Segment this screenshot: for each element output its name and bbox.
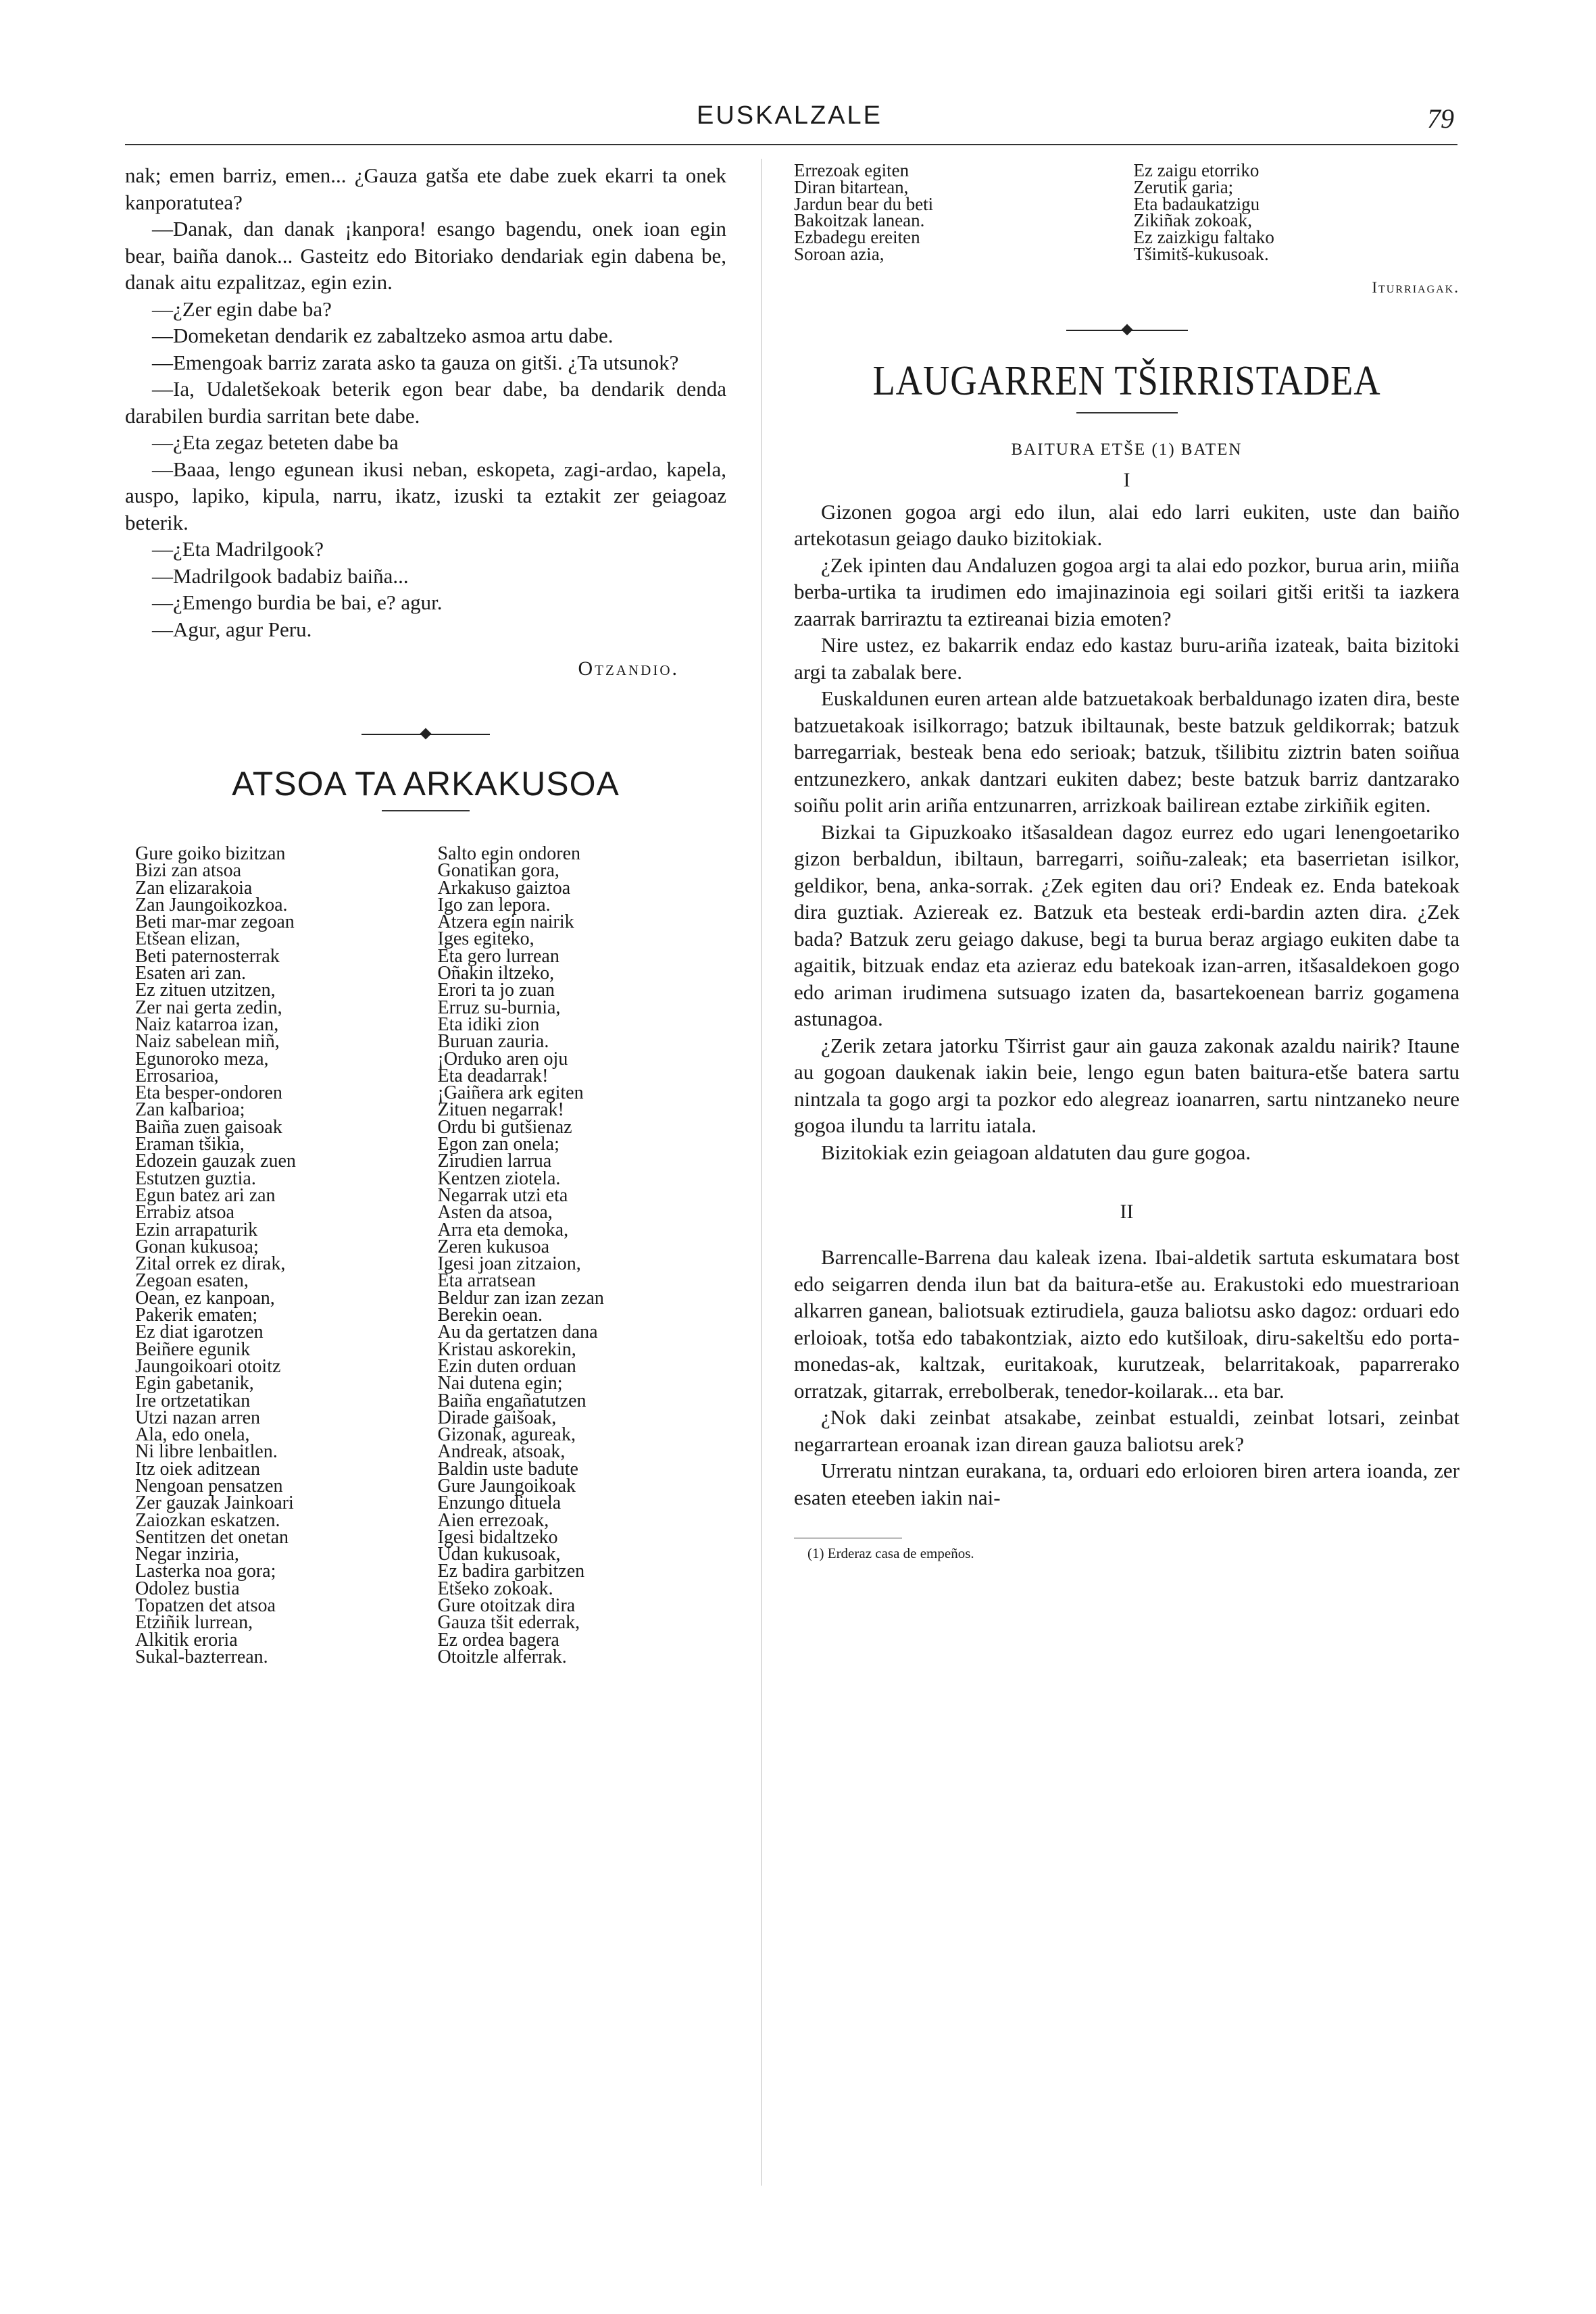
footnote: (1) Erderaz casa de empeños. [807,1545,974,1562]
article-subheading: BAITURA ETŠE (1) BATEN [1011,440,1243,459]
poem-line: Gonan kukusoa; [135,1236,259,1257]
poem-line: Eta arratsean [437,1270,536,1292]
paragraph: —Ia, Udaletšekoak beterik egon bear dabe, ba dendarik denda darabilen burdia sarritan bete dabe. [125,377,726,428]
poem-line: Eta badaukatzigu [1133,193,1260,214]
poem-line: Naiz katarroa izan, [135,1013,279,1035]
poem-line: ¡Gaiñera ark egiten [437,1082,584,1104]
article-heading-atsoa: ATSOA TA ARKAKUSOA [232,765,620,803]
paragraph: Bizitokiak ezin geiagoan aldatuten dau gure gogoa. [821,1140,1251,1164]
poem-line: Zerutik garia; [1133,176,1234,197]
poem-line: Zaiozkan eskatzen. [135,1509,280,1531]
poem-line: Ez badira garbitzen [437,1561,585,1582]
poem-line: Kristau askorekin, [437,1338,576,1360]
poem-line: Topatzen det atsoa [135,1595,276,1617]
poem-line: Atzera egin nairik [437,911,574,933]
section-number-2: II [1120,1201,1134,1224]
poem-line: Ez zaigu etorriko [1133,160,1260,180]
paragraph: —Madrilgook badabiz baiña... [152,563,409,588]
page-header [125,101,1454,142]
heading-rule [1076,412,1178,413]
poem-line: Eta besper-ondoren [135,1082,282,1104]
poem-line: Zan elizarakoia [135,877,253,899]
poem-line: Estutzen guztia. [135,1167,256,1189]
poem-line: Gonatikan gora, [437,860,559,882]
poem-line: Sentitzen det onetan [135,1526,289,1548]
paragraph: —Domeketan dendarik ez zabaltzeko asmoa artu dabe. [152,324,614,347]
poem-line: Zan Jaungoikozkoa. [135,894,288,915]
poem-line: Gauza tšit ederrak, [437,1612,580,1634]
poem-line: Erruz su-burnia, [437,997,561,1018]
poem-line: Egon zan onela; [437,1134,559,1155]
poem-line: Igesi bidaltzeko [437,1526,558,1548]
poem-line: Egin gabetanik, [135,1373,254,1394]
paragraph: Euskaldunen euren artean alde batzuetakoak berbaldunago izaten dira, beste batzuetakoak isilkorrago; batzuk ibiltaunak, beste batzuk geldikorrak; batzuk barregarriak, besteak bena edo serioak; batzuk, tšilibitu ziztrin baten soiñua entzunezkero, ankak dantzari eukiten dabez; beste batzuk barriz dantzarako soiñu polit arin ariña entzunarren, arrizkoak bailirean eztabe zirkiñik egiten. [794,686,1460,818]
poem-line: Sukal-bazterrean. [135,1646,268,1667]
paragraph: —Baaa, lengo egunean ikusi neban, eskopeta, zagi-ardao, kapela, auspo, lapiko, kipula, narru, ikatz, izuski ta eztakit zer geiagoaz beterik. [125,457,726,534]
poem-line: Jaungoikoari otoitz [135,1355,281,1377]
poem-line: Dirade gaišoak, [437,1407,557,1428]
poem-line: Buruan zauria. [437,1031,549,1053]
poem-line: Baldin uste badute [437,1458,578,1480]
poem-line: Arkakuso gaiztoa [437,877,571,899]
poem-line: Zer gauzak Jainkoari [135,1492,294,1514]
poem-line: Naiz sabelean miñ, [135,1031,280,1053]
paragraph: —¿Eta Madrilgook? [152,537,324,561]
poem-line: Gure Jaungoikoak [437,1475,576,1496]
paragraph: —¿Emengo burdia be bai, e? agur. [152,590,443,614]
poem-line: Zegoan esaten, [135,1270,249,1292]
poem-column-2 [424,845,727,1665]
poem-line: Salto egin ondoren [437,843,581,864]
poem-line: Igo zan lepora. [437,894,551,915]
poem-line: Aien errezoak, [437,1509,549,1531]
poem-line: Gure otoitzak dira [437,1595,576,1617]
poem-line: Diran bitartean, [794,176,909,197]
poem-line: Alkitik eroria [135,1629,238,1651]
poem-line: Ez zituen utzitzen, [135,980,276,1001]
poem-line: ¡Orduko aren oju [437,1048,568,1070]
poem-line: Enzungo dituela [437,1492,562,1514]
poem-column-1 [135,845,424,1665]
poem-line: Bizi zan atsoa [135,860,242,882]
poem-line: Egunoroko meza, [135,1048,269,1070]
poem-line: Ez diat igarotzen [135,1322,264,1343]
poem-line: Lasterka noa gora; [135,1561,276,1582]
poem-line: Andreak, atsoak, [437,1441,566,1463]
section-number-1: I [1123,468,1130,491]
poem-line: Bakoitzak lanean. [794,210,925,231]
paragraph: —Danak, dan danak ¡kanpora! esango bagendu, onek ioan egin bear, baiña danok... Gasteitz edo Bitoriako dendariak egin dabena be, danak aitu ezpalitzaz, egin ezin. [125,217,726,294]
poem-line: Ezbadegu ereiten [794,227,920,248]
poem-line: Pakerik ematen; [135,1305,258,1326]
poem-line: Ire ortzetatikan [135,1390,251,1411]
ornament-divider [361,728,490,741]
poem-line: Utzi nazan arren [135,1407,260,1428]
dialogue-text [125,162,726,643]
poem-line: Baiña engañatutzen [437,1390,587,1411]
poem-end-column-1 [794,162,1120,263]
poem-line: Tšimitš-kukusoak. [1133,243,1269,264]
poem-line: Eta gero lurrean [437,945,559,967]
paragraph: Gizonen gogoa argi edo ilun, alai edo larri eukiten, uste dan baiño artekotasun geiago dauko bizitokiak. [794,499,1460,551]
poem-line: Itz oiek aditzean [135,1458,261,1480]
poem-line: Ez ordea bagera [437,1629,559,1651]
poem-end-column-2 [1120,162,1460,263]
paragraph: —Agur, agur Peru. [152,617,312,641]
paragraph: —¿Eta zegaz beteten dabe ba [152,430,399,454]
poem-line: Gizonak, agureak, [437,1424,576,1446]
poem-line: Zeren kukusoa [437,1236,550,1257]
poem-line: Etšeko zokoak. [437,1578,553,1599]
poem-line: Edozein gauzak zuen [135,1151,296,1172]
author-signature-iturriagak: Iturriagak. [1372,278,1460,296]
paragraph: ¿Nok daki zeinbat atsakabe, zeinbat estualdi, zeinbat lotsari, zeinbat negarrartean eroanak izan direan gauza baliotsu arek? [794,1405,1460,1456]
poem-line: Ni libre lenbaitlen. [135,1441,278,1463]
poem-line: Zirudien larrua [437,1151,552,1172]
author-signature-otzandio: Otzandio. [578,657,679,680]
poem-line: Otoitzle alferrak. [437,1646,567,1667]
poem-atsoa [125,845,726,1665]
poem-line: Asten da atsoa, [437,1202,553,1224]
paragraph: Barrencalle-Barrena dau kaleak izena. Ibai-aldetik sartuta eskumatara bost edo seigarren denda ilun bat da baitura-etše au. Erakustoki edo muestrarioan alkarren ganean, baliotsuak eztirudiela, gauza baliotsu asko dagoz: orduari edo erloioak, totša edo tabakontziak, aizto edo kutšiloak, diru-sakeltšu edo porta-monedas-ak, kaltzak, euritakoak, kurutzeak, belarritakoak, paparrerako orratzak, gitarrak, errebolberak, tenedor-koilarak... eta bar. [794,1245,1460,1403]
poem-line: Eraman tšikia, [135,1134,245,1155]
poem-line: Odolez bustia [135,1578,240,1599]
poem-line: Zer nai gerta zedin, [135,997,282,1018]
journal-title: EUSKALZALE [697,101,882,130]
poem-line: Ez zaizkigu faltako [1133,227,1274,248]
paragraph: Nire ustez, ez bakarrik endaz edo kastaz buru-ariña izateak, baita bizitoki argi ta zabalak bere. [794,633,1460,684]
poem-line: Zital orrek ez dirak, [135,1253,286,1275]
section-1-text [794,499,1460,1166]
poem-line: Au da gertatzen dana [437,1322,598,1343]
poem-line: Igesi joan zitzaion, [437,1253,581,1275]
poem-line: Beti mar-mar zegoan [135,911,295,933]
paragraph: Bizkai ta Gipuzkoako itšasaldean dagoz eurrez edo ugari lenengoetariko gizon berbaldun, ibiltaun, barregarri, soiñu-zaleak; eta baserrietan isilkor, geldikor, bena, anka-sorrak. ¿Zek egiten dau ori? Endeak ez. Enda batekoak dira guztiak. Aziereak ez. Batzuk eta besteak erdi-bardin azten dira. ¿Zek bada? Batzuk zeru geiago dakuse, begi ta burua beraz argiago eukiten dabe ta agaitik, bitzuak endaz eta azieraz edu batekoak izan-arren, itšasaldekoen gogo edo ariman irudimena sutsuago izaten da, basartekoenean barriz gogamena astunagoa. [794,820,1460,1031]
poem-line: Jardun bear du beti [794,193,934,214]
poem-line: Zan kalbarioa; [135,1099,245,1121]
poem-end [794,162,1460,263]
ornament-divider [1066,324,1188,337]
poem-line: Errezoak egiten [794,160,909,180]
poem-line: Soroan azia, [794,243,884,264]
poem-line: Beti paternosterrak [135,945,280,967]
poem-line: Negarrak utzi eta [437,1184,568,1206]
poem-line: Egun batez ari zan [135,1184,276,1206]
paragraph: —¿Zer egin dabe ba? [152,297,332,321]
poem-line: Oñakin iltzeko, [437,963,555,984]
poem-line: Eta deadarrak! [437,1065,549,1086]
poem-line: Errabiz atsoa [135,1202,234,1224]
paragraph: Urreratu nintzan eurakana, ta, orduari edo erloioren biren artera ioanda, zer esaten eteeben iakin nai- [794,1459,1460,1509]
poem-line: Errosarioa, [135,1065,219,1086]
poem-line: Nengoan pensatzen [135,1475,283,1496]
poem-line: Zituen negarrak! [437,1099,564,1121]
poem-line: Zikiñak zokoak, [1133,210,1252,231]
poem-line: Berekin oean. [437,1305,543,1326]
poem-line: Ala, edo onela, [135,1424,250,1446]
poem-line: Negar inziria, [135,1544,239,1565]
poem-line: Ezin arrapaturik [135,1219,258,1240]
paragraph: ¿Zek ipinten dau Andaluzen gogoa argi ta alai edo pozkor, burua arin, miiña berba-urtika ta irudimen edo imajinazinoia egi soilari gitši eritši ta iazkera zaarrak barriraztu ta eztireanai bizia emoten? [794,553,1460,630]
right-column [794,162,1460,1562]
poem-line: Arra eta demoka, [437,1219,569,1240]
poem-line: Iges egiteko, [437,928,534,950]
poem-line: Etšean elizan, [135,928,241,950]
poem-line: Eta idiki zion [437,1013,540,1035]
poem-line: Ezin duten orduan [437,1355,576,1377]
article-heading-tsirristadea: LAUGARREN TŠIRRISTADEA [872,357,1381,404]
column-divider [761,159,762,2186]
poem-line: Udan kukusoak, [437,1544,561,1565]
header-rule [125,144,1457,145]
poem-line: Oean, ez kanpoan, [135,1287,275,1309]
left-column [125,162,726,1665]
page-number: 79 [1427,103,1454,134]
poem-line: Nai dutena egin; [437,1373,563,1394]
poem-line: Etziñik lurrean, [135,1612,253,1634]
paragraph: nak; emen barriz, emen... ¿Gauza gatša ete dabe zuek ekarri ta onek kanporatutea? [125,164,726,214]
poem-line: Erori ta jo zuan [437,980,555,1001]
poem-line: Gure goiko bizitzan [135,843,286,864]
paragraph: ¿Zerik zetara jatorku Tširrist gaur ain gauza zakonak azaldu nairik? Itaune au gogoan daukenak iakin beie, lengo egun baten baitura-etše batera sartu nintzala ta gogo argi ta pozkor edo alegreaz ioanarren, sartu nintzaneko neure gogoa ilundu ta larritu iatala. [794,1033,1460,1138]
poem-line: Beiñere egunik [135,1338,251,1360]
paragraph: —Emengoak barriz zarata asko ta gauza on gitši. ¿Ta utsunok? [152,350,679,374]
poem-line: Beldur zan izan zezan [437,1287,604,1309]
poem-line: Baiña zuen gaisoak [135,1116,282,1138]
poem-line: Kentzen ziotela. [437,1167,561,1189]
poem-line: Ordu bi gutšienaz [437,1116,572,1138]
poem-line: Esaten ari zan. [135,963,247,984]
section-2-text [794,1244,1460,1511]
